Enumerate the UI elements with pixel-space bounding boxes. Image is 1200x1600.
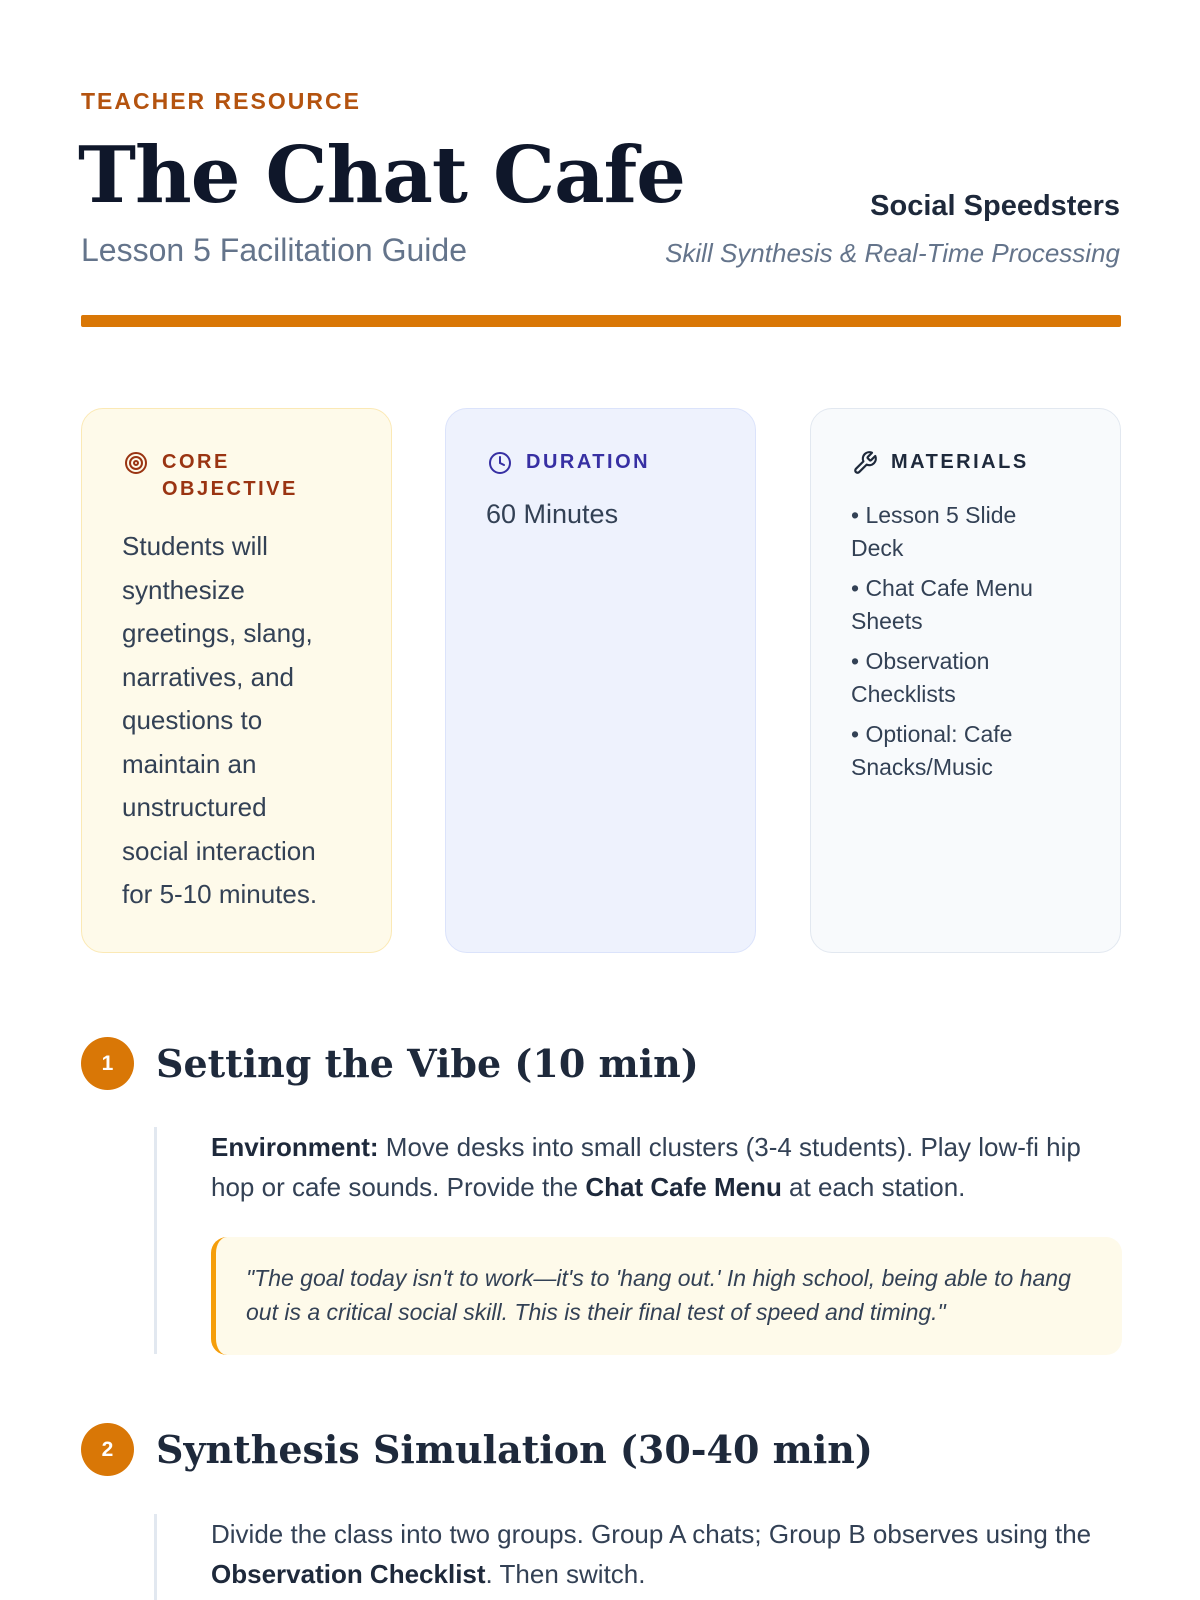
objective-text: [122, 525, 351, 917]
step-number-badge: 1: [81, 1037, 134, 1090]
step-1-body: [154, 1127, 1122, 1354]
objective-line: synthesize: [122, 574, 245, 605]
step-1-paragraph: [211, 1127, 1122, 1207]
material-line: • Optional: Cafe: [851, 721, 1013, 747]
step-2-heading: [81, 1423, 873, 1476]
objective-line: for 5-10 minutes.: [122, 879, 318, 909]
material-line: Snacks/Music: [851, 754, 993, 780]
wrench-icon: [851, 449, 879, 477]
objective-card-header: [122, 449, 351, 503]
material-line: Deck: [851, 535, 904, 561]
objective-label-line2: OBJECTIVE: [162, 478, 298, 500]
clock-icon: [486, 449, 514, 477]
materials-label: MATERIALS: [891, 451, 1029, 473]
step-2-paragraph: [211, 1514, 1122, 1594]
material-line: • Chat Cafe Menu: [851, 575, 1033, 601]
duration-card-header: [486, 449, 715, 477]
list-item: [851, 718, 1080, 784]
duration-card: [445, 408, 756, 953]
objective-line: social interaction: [122, 835, 316, 866]
target-icon: [122, 449, 150, 477]
step-1-heading: [81, 1037, 699, 1090]
step-number-badge: 2: [81, 1423, 134, 1476]
paragraph-text: at each station.: [781, 1172, 966, 1202]
objective-line: greetings, slang,: [122, 618, 313, 648]
paragraph-text: . Then switch.: [485, 1559, 646, 1589]
duration-label: DURATION: [526, 451, 651, 473]
paragraph-text: Move desks into small clusters (3-4 students). Play low-fi hip hop or cafe sounds. Provide the: [211, 1132, 1081, 1202]
objective-card: [81, 408, 392, 953]
objective-line: unstructured: [122, 792, 267, 822]
list-item: [851, 572, 1080, 638]
header-divider: [81, 315, 1121, 327]
brand-name: Social Speedsters: [870, 190, 1120, 222]
objective-line: Students will: [122, 531, 268, 561]
step-2-body: [154, 1514, 1122, 1600]
observation-checklist-text: Observation Checklist: [211, 1559, 486, 1589]
paragraph-text: Divide the class into two groups. Group A chats; Group B observes using the: [211, 1519, 1092, 1549]
page-title: The Chat Cafe: [78, 130, 685, 221]
objective-line: maintain an: [122, 748, 257, 779]
facilitator-quote: "The goal today isn't to work—it's to 'hang out.' In high school, being able to hang out is a critical social skill. This is their final test of speed and timing.": [211, 1237, 1122, 1355]
materials-card: [810, 408, 1121, 953]
material-line: Checklists: [851, 681, 956, 707]
list-item: [851, 499, 1080, 565]
step-title: Synthesis Simulation (30-40 min): [156, 1427, 873, 1472]
objective-line: questions to: [122, 705, 263, 735]
material-line: Sheets: [851, 608, 923, 634]
objective-label: [162, 449, 298, 503]
materials-list: [851, 499, 1080, 784]
eyebrow-label: TEACHER RESOURCE: [81, 88, 361, 114]
material-line: • Lesson 5 Slide: [851, 502, 1017, 528]
list-item: [851, 645, 1080, 711]
objective-label-line1: CORE: [162, 451, 230, 473]
page-subtitle: Lesson 5 Facilitation Guide: [81, 232, 467, 268]
environment-label: Environment:: [211, 1132, 379, 1162]
duration-value: 60 Minutes: [486, 499, 619, 529]
step-title: Setting the Vibe (10 min): [156, 1041, 699, 1086]
chat-cafe-menu-text: Chat Cafe Menu: [585, 1172, 782, 1202]
objective-line: narratives, and: [122, 661, 294, 692]
materials-card-header: [851, 449, 1080, 477]
brand-tagline: Skill Synthesis & Real-Time Processing: [665, 238, 1120, 268]
material-line: • Observation: [851, 648, 990, 674]
